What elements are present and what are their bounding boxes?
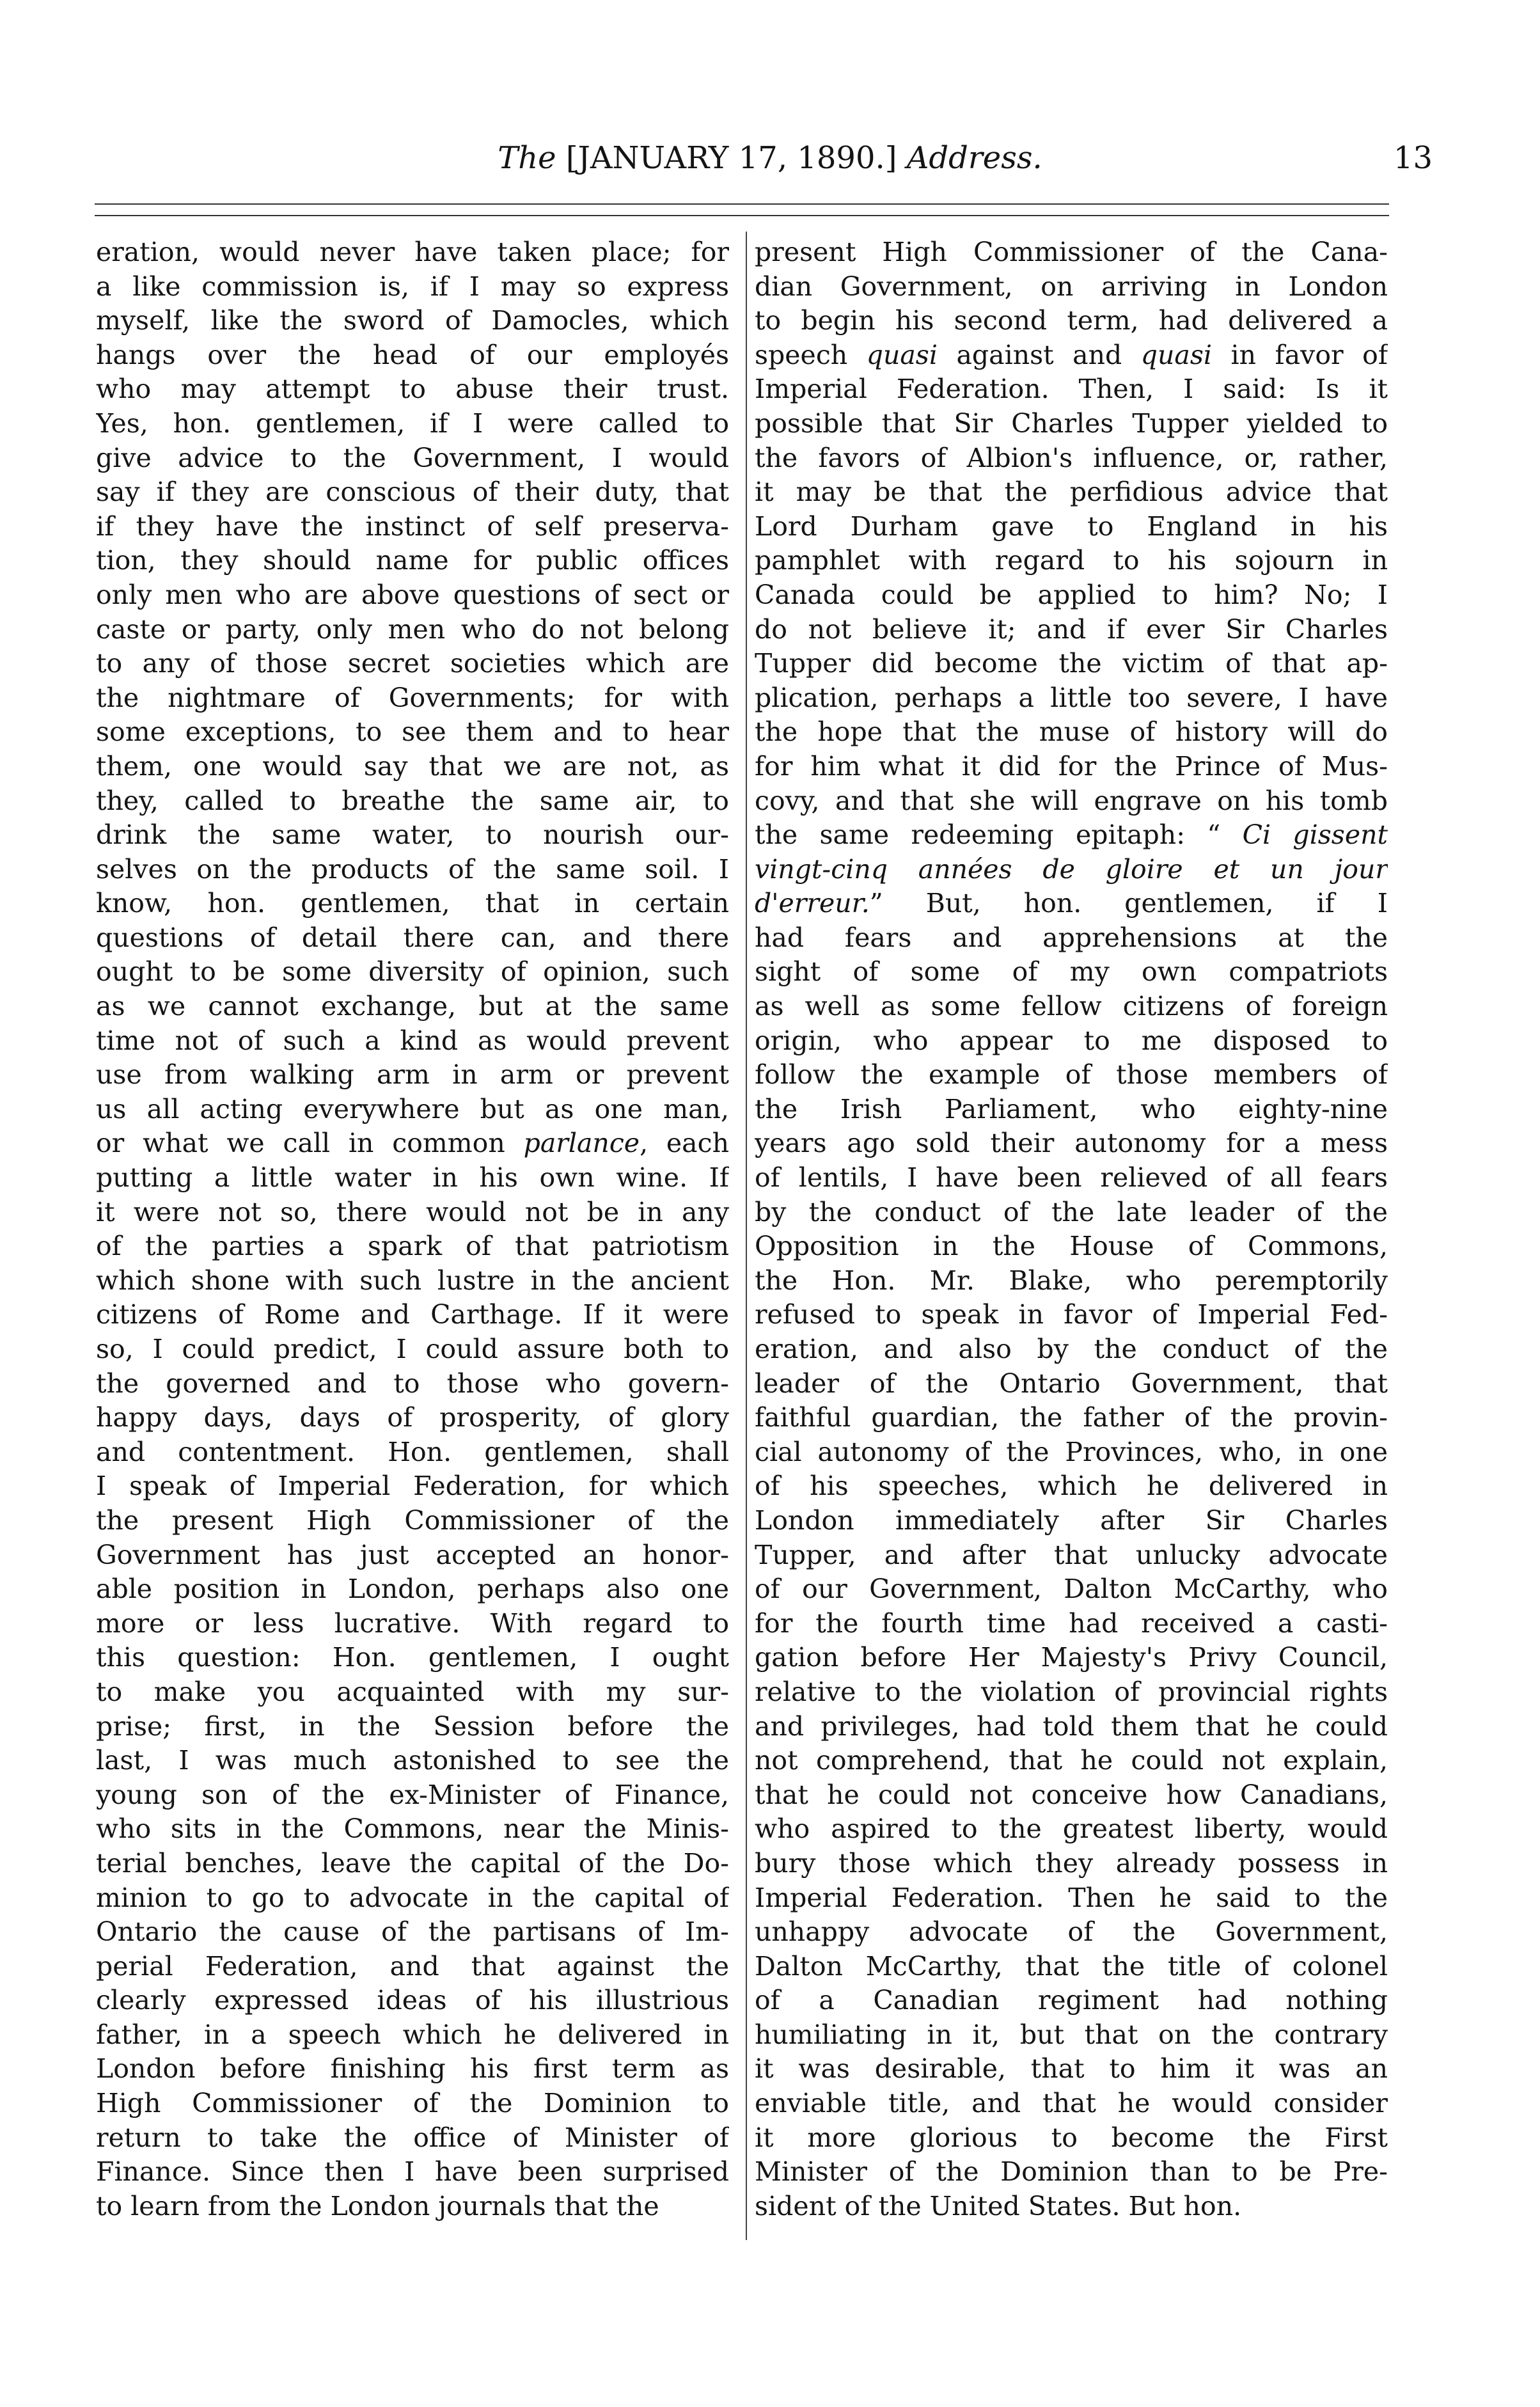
running-title xyxy=(0,136,1540,180)
text-line: a like commission is, if I may so express xyxy=(96,271,729,302)
text-line: so, I could predict, I could assure both to xyxy=(96,1334,729,1364)
text-line: happy days, days of prosperity, of glory xyxy=(96,1402,729,1433)
text-line: eration, and also by the conduct of the xyxy=(755,1334,1388,1364)
text-line: minion to go to advocate in the capital of xyxy=(96,1882,729,1913)
text-line: last, I was much astonished to see the xyxy=(96,1745,729,1776)
right-column xyxy=(755,235,1388,2223)
text-line: young son of the ex-Minister of Finance, xyxy=(96,1779,729,1810)
text-line: of his speeches, which he delivered in xyxy=(755,1471,1388,1502)
text-line: who sits in the Commons, near the Minis- xyxy=(96,1813,729,1845)
text-line: Minister of the Dominion than to be Pre- xyxy=(755,2156,1388,2188)
text-line: it were not so, there would not be in any xyxy=(96,1196,729,1227)
text-line: if they have the instinct of self preserva- xyxy=(96,510,729,542)
text-line: sident of the United States. But hon. xyxy=(755,2190,1242,2222)
text-line: which shone with such lustre in the ancient xyxy=(96,1265,729,1296)
text-line: humiliating in it, but that on the contrary xyxy=(755,2019,1388,2050)
text-line: the Hon. Mr. Blake, who peremptorily xyxy=(755,1265,1388,1296)
text-line: gation before Her Majesty's Privy Council, xyxy=(755,1642,1388,1673)
text-line: drink the same water, to nourish our- xyxy=(96,819,729,851)
text-line: possible that Sir Charles Tupper yielded to xyxy=(755,407,1388,439)
text-line: d'erreur.” But, hon. gentlemen, if I xyxy=(755,888,1388,919)
text-line: to make you acquainted with my sur- xyxy=(96,1676,729,1707)
text-line: and privileges, had told them that he could xyxy=(755,1710,1388,1742)
text-line: as we cannot exchange, but at the same xyxy=(96,991,729,1022)
text-line: to learn from the London journals that the xyxy=(96,2190,659,2222)
text-line: High Commissioner of the Dominion to xyxy=(96,2088,729,2119)
text-line: faithful guardian, the father of the provin- xyxy=(755,1402,1388,1433)
text-line: know, hon. gentlemen, that in certain xyxy=(96,888,729,919)
title-prefix: The xyxy=(498,140,556,176)
text-line: terial benches, leave the capital of the Do- xyxy=(96,1847,729,1879)
text-line: only men who are above questions of sect or xyxy=(96,579,729,610)
text-line: not comprehend, that he could not explain, xyxy=(755,1745,1388,1776)
title-date: [JANUARY 17, 1890.] xyxy=(556,140,907,176)
text-line: or what we call in common parlance, each xyxy=(96,1128,729,1159)
text-line: speech quasi against and quasi in favor of xyxy=(755,339,1388,370)
text-line: Ontario the cause of the partisans of Im- xyxy=(96,1916,729,1948)
text-line: relative to the violation of provincial rights xyxy=(755,1676,1388,1707)
text-line: it more glorious to become the First xyxy=(755,2122,1388,2153)
text-line: Tupper did become the victim of that ap- xyxy=(755,648,1388,679)
text-line: Imperial Federation. Then, I said: Is it xyxy=(755,374,1388,405)
text-line: citizens of Rome and Carthage. If it were xyxy=(96,1299,729,1330)
text-line: Yes, hon. gentlemen, if I were called to xyxy=(96,407,729,439)
text-line: the same redeeming epitaph: “ Ci gissent xyxy=(755,819,1388,851)
text-line: us all acting everywhere but as one man, xyxy=(96,1093,729,1125)
text-line: cial autonomy of the Provinces, who, in one xyxy=(755,1436,1388,1467)
text-line: and contentment. Hon. gentlemen, shall xyxy=(96,1436,729,1467)
text-line: I speak of Imperial Federation, for which xyxy=(96,1471,729,1502)
text-line: covy, and that she will engrave on his tomb xyxy=(755,785,1388,816)
text-line: eration, would never have taken place; for xyxy=(96,237,729,267)
text-line: pamphlet with regard to his sojourn in xyxy=(755,545,1388,576)
text-line: they, called to breathe the same air, to xyxy=(96,785,729,816)
text-line: ought to be some diversity of opinion, such xyxy=(96,956,729,988)
text-line: dian Government, on arriving in London xyxy=(755,271,1388,302)
text-line: it was desirable, that to him it was an xyxy=(755,2053,1388,2085)
text-line: for the fourth time had received a casti- xyxy=(755,1607,1388,1639)
text-line: the favors of Albion's influence, or, rather, xyxy=(755,442,1388,473)
text-line: tion, they should name for public offices xyxy=(96,545,729,576)
text-line: of our Government, Dalton McCarthy, who xyxy=(755,1574,1388,1605)
text-line: Finance. Since then I have been surprised xyxy=(96,2156,729,2188)
text-line: by the conduct of the late leader of the xyxy=(755,1196,1388,1227)
text-line: Opposition in the House of Commons, xyxy=(755,1231,1388,1262)
text-line: it may be that the perfidious advice that xyxy=(755,477,1388,508)
header-rule-top xyxy=(95,203,1389,205)
text-line: for him what it did for the Prince of Mus- xyxy=(755,750,1388,782)
text-line: the Irish Parliament, who eighty-nine xyxy=(755,1093,1388,1125)
title-suffix: Address. xyxy=(906,140,1042,176)
text-line: who may attempt to abuse their trust. xyxy=(96,374,729,405)
text-line: this question: Hon. gentlemen, I ought xyxy=(96,1642,729,1673)
text-line: questions of detail there can, and there xyxy=(96,922,729,953)
text-line: able position in London, perhaps also one xyxy=(96,1574,729,1605)
text-line: Dalton McCarthy, that the title of colonel xyxy=(755,1950,1388,1982)
text-line: more or less lucrative. With regard to xyxy=(96,1607,729,1639)
text-line: time not of such a kind as would prevent xyxy=(96,1025,729,1056)
text-line: to begin his second term, had delivered a xyxy=(755,305,1388,336)
text-line: do not believe it; and if ever Sir Charles xyxy=(755,613,1388,645)
text-line: of lentils, I have been relieved of all fears xyxy=(755,1162,1388,1194)
text-line: the governed and to those who govern- xyxy=(96,1368,729,1399)
text-line: unhappy advocate of the Government, xyxy=(755,1916,1388,1948)
text-line: bury those which they already possess in xyxy=(755,1847,1388,1879)
text-line: use from walking arm in arm or prevent xyxy=(96,1059,729,1091)
text-line: some exceptions, to see them and to hear xyxy=(96,716,729,748)
text-line: myself, like the sword of Damocles, which xyxy=(96,305,729,336)
text-line: father, in a speech which he delivered in xyxy=(96,2019,729,2050)
text-line: years ago sold their autonomy for a mess xyxy=(755,1128,1388,1159)
text-line: putting a little water in his own wine. If xyxy=(96,1162,729,1194)
text-line: sight of some of my own compatriots xyxy=(755,956,1388,988)
text-line: Tupper, and after that unlucky advocate xyxy=(755,1539,1388,1570)
text-line: say if they are conscious of their duty, that xyxy=(96,477,729,508)
text-line: Imperial Federation. Then he said to the xyxy=(755,1882,1388,1913)
text-line: as well as some fellow citizens of foreign xyxy=(755,991,1388,1022)
text-line: perial Federation, and that against the xyxy=(96,1950,729,1982)
text-line: London immediately after Sir Charles xyxy=(755,1504,1388,1536)
text-line: clearly expressed ideas of his illustrious xyxy=(96,1985,729,2016)
text-line: caste or party, only men who do not belong xyxy=(96,613,729,645)
left-column xyxy=(96,235,729,2223)
text-line: who aspired to the greatest liberty, would xyxy=(755,1813,1388,1845)
text-line: follow the example of those members of xyxy=(755,1059,1388,1091)
text-line: that he could not conceive how Canadians, xyxy=(755,1779,1388,1810)
text-line: Lord Durham gave to England in his xyxy=(755,510,1388,542)
column-divider xyxy=(746,232,747,2240)
text-line: the nightmare of Governments; for with xyxy=(96,682,729,713)
text-line: of the parties a spark of that patriotism xyxy=(96,1231,729,1262)
text-line: Government has just accepted an honor- xyxy=(96,1539,729,1570)
text-line: origin, who appear to me disposed to xyxy=(755,1025,1388,1056)
text-line: selves on the products of the same soil. I xyxy=(96,853,729,885)
text-line: the hope that the muse of history will do xyxy=(755,716,1388,748)
text-line: give advice to the Government, I would xyxy=(96,442,729,473)
text-line: of a Canadian regiment had nothing xyxy=(755,1985,1388,2016)
text-line: prise; first, in the Session before the xyxy=(96,1710,729,1742)
text-line: plication, perhaps a little too severe, I have xyxy=(755,682,1388,713)
text-line: to any of those secret societies which are xyxy=(96,648,729,679)
text-line: hangs over the head of our employés xyxy=(96,339,729,370)
page-number: 13 xyxy=(1393,140,1433,176)
running-header xyxy=(0,136,1540,180)
text-line: enviable title, and that he would consider xyxy=(755,2088,1388,2119)
text-line: vingt-cinq années de gloire et un jour xyxy=(755,853,1388,885)
text-line: return to take the office of Minister of xyxy=(96,2122,729,2153)
text-line: the present High Commissioner of the xyxy=(96,1504,729,1536)
text-line: London before finishing his first term as xyxy=(96,2053,729,2085)
text-line: Canada could be applied to him? No; I xyxy=(755,579,1388,610)
text-line: leader of the Ontario Government, that xyxy=(755,1368,1388,1399)
text-line: present High Commissioner of the Cana- xyxy=(755,237,1388,267)
text-line: refused to speak in favor of Imperial Fed- xyxy=(755,1299,1388,1330)
text-line: them, one would say that we are not, as xyxy=(96,750,729,782)
header-rule-bottom xyxy=(95,215,1389,216)
text-line: had fears and apprehensions at the xyxy=(755,922,1388,953)
